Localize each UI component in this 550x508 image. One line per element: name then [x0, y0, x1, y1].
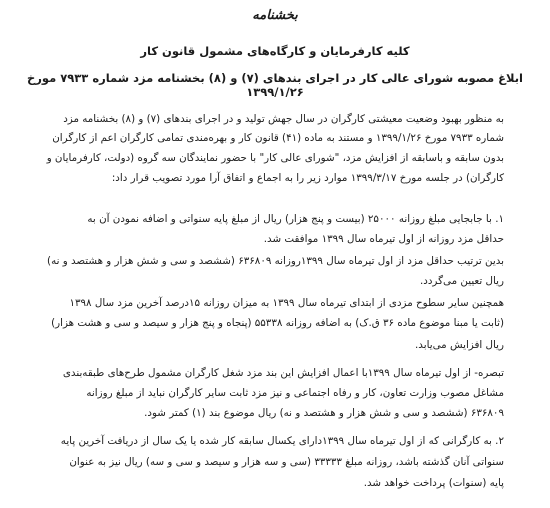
- body-line: پایه (سنوات) پرداخت خواهد شد.: [363, 477, 504, 489]
- body-line: شماره ۷۹۳۳ مورخ ۱۳۹۹/۱/۲۶ و مستند به ماده (۴۱) قانون کار و بهره‌مندی تمامی کارگران اعم از کارگران: [52, 132, 504, 144]
- body-line: مشاغل مصوب وزارت تعاون، کار و رفاه اجتماعی و نیز مزد ثابت سایر کارگران نباید از مبلغ روزانه: [86, 387, 504, 399]
- body-line: همچنین سایر سطوح مزدی از ابتدای تیرماه سال ۱۳۹۹ به میزان روزانه ۱۵درصد آخرین مزد سال ۱۳۹۸: [69, 297, 504, 309]
- body-line: (ثابت یا مبنا موضوع ماده ۳۶ ق.ک) به اضافه روزانه ۵۵۳۳۸ (پنجاه و پنج هزار و سیصد و سی و هشت هزار): [51, 317, 504, 329]
- body-line: بدین ترتیب حداقل مزد از اول تیرماه سال ۱۳۹۹روزانه ۶۳۶۸۰۹ (ششصد و سی و شش هزار و هشتصد و نه): [47, 255, 504, 267]
- body-line: ریال افزایش می‌یابد.: [415, 339, 504, 351]
- subject-title: ابلاغ مصوبه شورای عالی کار در اجرای بندهای (۷) و (۸) بخشنامه مزد شماره ۷۹۳۳ مورخ ۱۳۹۹/۱/۲۶: [26, 71, 523, 99]
- body-line: ۶۳۶۸۰۹ (ششصد و سی و شش هزار و هشتصد و نه) ریال موضوع بند (۱) کمتر شود.: [144, 407, 504, 419]
- body-line: تبصره- از اول تیرماه سال ۱۳۹۹با اعمال افزایش این بند مزد شغل کارگران مشمول طرح‌های طبقه‌بندی: [62, 367, 504, 379]
- addressee-line: کلیه کارفرمایان و کارگاه‌های مشمول قانون کار: [140, 44, 410, 58]
- body-line: ۱. با جابجایی مبلغ روزانه ۲۵۰۰۰ (بیست و پنج هزار) ریال از مبلغ پایه سنواتی و اضافه نمودن آن به: [87, 213, 504, 225]
- document-heading: بخشنامه: [252, 8, 298, 23]
- body-line: حداقل مزد روزانه از اول تیرماه سال ۱۳۹۹ موافقت شد.: [263, 233, 504, 245]
- body-line: ۲. به کارگرانی که از اول تیرماه سال ۱۳۹۹دارای یکسال سابقه کار شده یا یک سال از دریافت آخرین پایه: [60, 435, 504, 447]
- body-line: بدون سابقه و باسابقه از افزایش مزد، "شورای عالی کار" با حضور نمایندگان سه گروه (دولت، کارفرمایان و: [46, 152, 504, 164]
- body-line: کارگران) در جلسه مورخ ۱۳۹۹/۳/۱۷ موارد زیر را به اجماع و اتفاق آرا مورد تصویب قرار داد:: [111, 172, 504, 184]
- body-line: سنواتی آنان گذشته باشد، روزانه مبلغ ۳۳۳۳۳ (سی و سه هزار و سیصد و سی و سه) ریال نیز به عنوان: [69, 456, 504, 468]
- body-line: ریال تعیین می‌گردد.: [419, 275, 504, 287]
- body-line: به منظور بهبود وضعیت معیشتی کارگران در سال جهش تولید و در اجرای بندهای (۷) و (۸) بخشنامه مزد: [63, 113, 504, 125]
